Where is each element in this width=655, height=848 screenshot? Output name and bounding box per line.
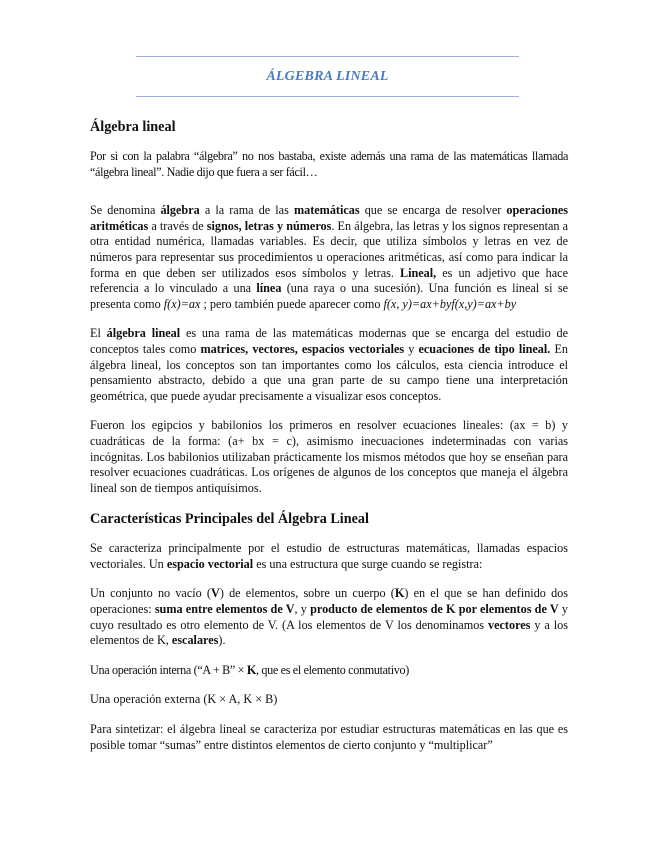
section-heading-caracteristicas: Características Principales del Álgebra Lineal [90,511,369,528]
paragraph-definition: Se denomina álgebra a la rama de las matemáticas que se encarga de resolver operaciones aritméticas a través de signos, letras y números. En álgebra, las letras y los signos representan a otra entidad numérica, llamadas variables. Es decir, que utiliza símbolos y letras en vez de números para representar sus procedimientos u operaciones aritméticas, así como para indicar la forma en que deben ser utilizados esos símbolos y letras. Lineal, es un adjetivo que hace referencia a lo vinculado a una línea (una raya o una sucesión). Una función es lineal si se presenta como f(x)=ax ; pero también puede aparecer como f(x, y)=ax+byf(x,y)=ax+by [90,203,569,311]
paragraph-espacio-vectorial: Se caracteriza principalmente por el estudio de estructuras matemáticas, llamadas espacios vectoriales. Un espacio vectorial es una estructura que surge cuando se registra: [90,541,568,571]
section-heading-algebra-lineal: Álgebra lineal [90,119,176,135]
paragraph-sintetizar: Para sintetizar: el álgebra lineal se caracteriza por estudiar estructuras matemáticas en las que es posible tomar “sumas” entre distintos elementos de cierto conjunto y “multiplicar” [90,722,568,752]
paragraph-operacion-externa: Una operación externa (K × A, K × B) [90,692,278,707]
intro-paragraph: Por si con la palabra “álgebra” no nos bastaba, existe además una rama de las matemáticas llamada “álgebra lineal”. Nadie dijo que fuera a ser fácil… [90,149,568,179]
title-rule-bottom [136,96,519,97]
document-body [90,118,568,767]
document-title: ÁLGEBRA LINEAL [266,69,389,84]
paragraph-history: Fueron los egipcios y babilonios los primeros en resolver ecuaciones lineales: (ax = b) y cuadráticas de la forma: (a+ bx = c), asimismo inecuaciones indeterminadas con varias incógnitas. Los babilonios utilizaban prácticamente los mismos métodos que hoy se enseñan para resolver ecuaciones cuadráticas. Los orígenes de algunos de los conceptos que maneja el álgebra lineal son de tiempos antiquísimos. [90,418,568,495]
title-rule-top [136,56,519,57]
paragraph-algebra-lineal-rama: El álgebra lineal es una rama de las matemáticas modernas que se encarga del estudio de conceptos tales como matrices, vectores, espacios vectoriales y ecuaciones de tipo lineal. En álgebra lineal, los conceptos son tan importantes como los cálculos, esta ciencia introduce el pensamiento abstracto, debido a que una gran parte de su campo tiene una interpretación geométrica, que puede ayudar precisamente a visualizar esos conceptos. [90,326,568,403]
paragraph-operacion-interna: Una operación interna (“A + B” × K, que es el elemento conmutativo) [90,662,409,677]
paragraph-conjunto: Un conjunto no vacío (V) de elementos, sobre un cuerpo (K) en el que se han definido dos operaciones: suma entre elementos de V, y producto de elementos de K por elementos de V y cuyo resultado es otro elemento de V. (A los elementos de V los denominamos vectores y a los elementos de K, escalares). [90,586,569,648]
